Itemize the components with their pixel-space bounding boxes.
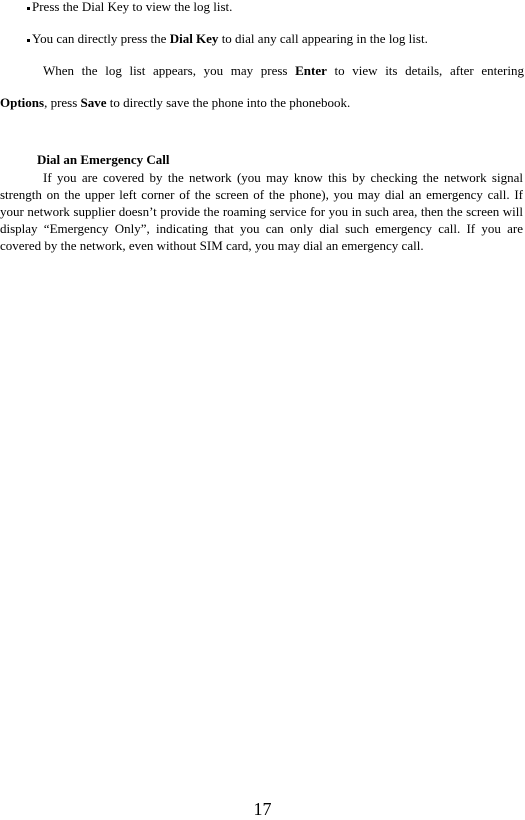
page-number: 17 xyxy=(253,799,272,819)
key-name: Save xyxy=(80,95,107,110)
key-name: Options xyxy=(0,95,45,110)
section-heading-emergency: Dial an Emergency Call xyxy=(37,152,170,167)
emergency-paragraph: If you are covered by the network (you may know this by checking the network signal strength on the upper left corner of the screen of the phone), you may dial an emergency call. If your network supplier doesn’t provide the roaming service for you in such area, then the screen will display “Emergency Only”, indicating that you can only dial such emergency call. If you are covered by the network, even without SIM card, you may dial an emergency call. xyxy=(0,170,523,253)
bullet-text: You can directly press the xyxy=(32,31,170,46)
details-paragraph-line-2: Options, press Save to directly save the phone into the phonebook. xyxy=(0,95,351,110)
bullet-text: Press the Dial Key to view the log list. xyxy=(32,0,233,14)
bullet-text: to dial any call appearing in the log list. xyxy=(218,31,428,46)
bullet-item-dial-from-log xyxy=(27,30,428,47)
bullet-item-view-log xyxy=(27,0,232,15)
details-paragraph-line-1: When the log list appears, you may press Enter to view its details, after entering xyxy=(43,63,524,78)
key-name: Dial Key xyxy=(169,31,219,46)
square-bullet-icon xyxy=(27,39,30,42)
square-bullet-icon xyxy=(27,7,30,10)
key-name: Enter xyxy=(295,63,327,78)
